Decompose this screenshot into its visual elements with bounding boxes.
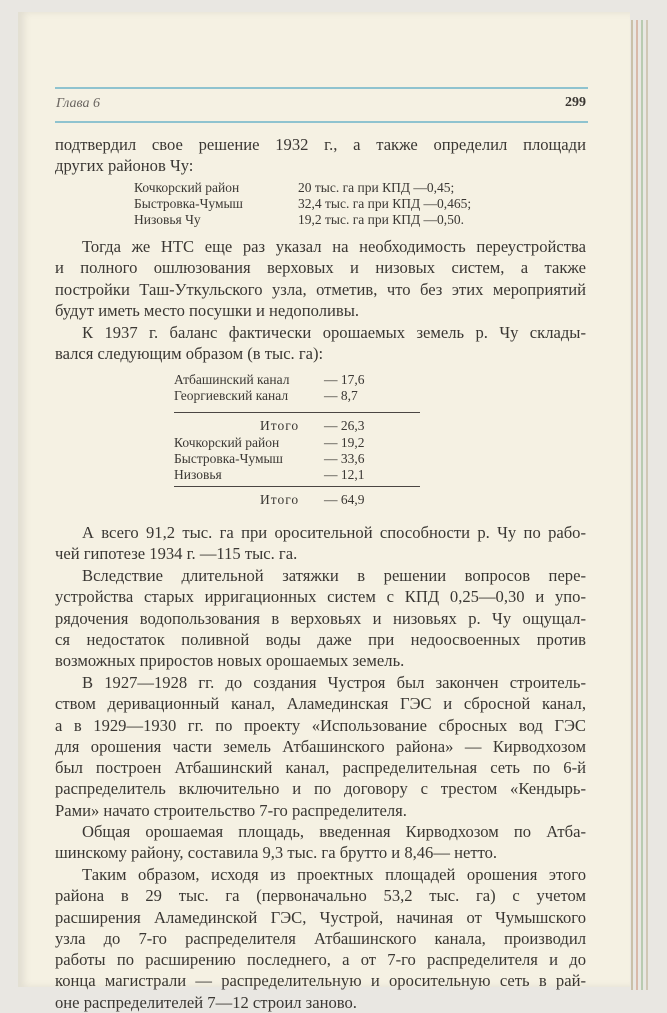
paragraph xyxy=(55,864,586,1013)
row-value: — 8,7 xyxy=(324,388,358,403)
district-table xyxy=(134,180,472,228)
table-row xyxy=(174,451,420,467)
row-label: Атбашинский канал xyxy=(174,372,290,387)
text-line: устройства старых ирригационных систем с КПД 0,25—0,30 и упо- xyxy=(55,587,586,607)
text-line: Вследствие длительной затяжки в решении вопросов пере- xyxy=(82,566,586,585)
text-line: работы по расширению последнего, а от 7-го распределителя и до xyxy=(55,950,586,970)
row-label: Низовья xyxy=(174,467,222,482)
table-row xyxy=(174,388,420,404)
header-bottom-rule xyxy=(55,121,588,123)
row-value: — 17,6 xyxy=(324,372,365,387)
text-line: будут иметь место посушки и недополивы. xyxy=(55,300,359,320)
text-line: расширения Аламединской ГЭС, Чустрой, начиная от Чумышского xyxy=(55,907,586,927)
row-value: — 12,1 xyxy=(324,467,365,482)
running-head-chapter: Глава 6 xyxy=(56,96,100,111)
text-line: Тогда же НТС еще раз указал на необходимость переустройства xyxy=(82,237,586,256)
table-row xyxy=(134,180,455,196)
page-edge xyxy=(646,20,648,990)
row-label: Кочкорский район xyxy=(174,435,280,450)
text-line: ся недостаток поливной воды даже при недоосвоенных против xyxy=(55,629,586,649)
page-edge xyxy=(631,20,633,990)
paragraph xyxy=(55,565,586,671)
text-line: возможных приростов новых орошаемых земель. xyxy=(55,651,405,671)
text-line: для орошения части земель Атбашинского района» — Кирводхозом xyxy=(55,736,586,756)
paragraph xyxy=(55,522,586,565)
table-row xyxy=(134,212,465,228)
text-line: других районов Чу: xyxy=(55,156,194,176)
text-line: К 1937 г. баланс фактически орошаемых земель р. Чу склады- xyxy=(82,323,586,342)
table-rule xyxy=(174,412,420,413)
text-line: оне распределителей 7—12 строил заново. xyxy=(55,992,357,1012)
text-line: а в 1929—1930 гг. по проекту «Использование сбросных вод ГЭС xyxy=(55,715,586,735)
paragraph xyxy=(55,821,586,864)
text-line: вался следующим образом (в тыс. га): xyxy=(55,344,324,364)
page-number: 299 xyxy=(565,95,586,110)
table-row xyxy=(134,196,472,212)
total-row xyxy=(174,418,420,434)
district-value: 20 тыс. га при КПД —0,45; xyxy=(298,180,455,195)
row-value: — 33,6 xyxy=(324,451,365,466)
row-value: — 26,3 xyxy=(324,418,365,433)
row-value: — 19,2 xyxy=(324,435,365,450)
page-edge xyxy=(641,20,643,990)
text-line: конца магистрали — распределительную и оросительную сеть в рай- xyxy=(55,971,586,991)
district-value: 32,4 тыс. га при КПД —0,465; xyxy=(298,196,472,211)
district-name: Быстровка-Чумыш xyxy=(134,196,243,211)
text-line: В 1927—1928 гг. до создания Чустроя был закончен строитель- xyxy=(82,673,586,692)
text-line: ством деривационный канал, Аламединская ГЭС и сбросной канал, xyxy=(55,694,586,714)
table-rule xyxy=(174,486,420,487)
text-line: Общая орошаемая площадь, введенная Кирводхозом по Атба- xyxy=(82,822,586,841)
district-name: Кочкорский район xyxy=(134,180,240,195)
text-line: Рами» начато строительство 7-го распределителя. xyxy=(55,800,407,820)
text-line: А всего 91,2 тыс. га при оросительной способности р. Чу по рабо- xyxy=(82,523,586,542)
page-edge xyxy=(636,20,638,990)
row-label: Быстровка-Чумыш xyxy=(174,451,283,466)
total-row xyxy=(174,492,420,508)
table-row xyxy=(174,467,420,483)
paragraph xyxy=(55,322,586,365)
row-value: — 64,9 xyxy=(324,492,365,507)
paragraph xyxy=(55,236,586,321)
text-line: чей гипотезе 1934 г. —115 тыс. га. xyxy=(55,544,298,564)
text-line: постройки Таш-Уткульского узла, отметив, что без этих мероприятий xyxy=(55,279,586,299)
text-line: узла до 7-го распределителя Атбашинского канала, производил xyxy=(55,928,586,948)
row-label: Итого xyxy=(260,418,300,433)
district-name: Низовья Чу xyxy=(134,212,201,227)
paragraph xyxy=(55,672,586,821)
paragraph xyxy=(55,134,586,177)
text-line: Таким образом, исходя из проектных площадей орошения этого xyxy=(82,865,586,884)
header-top-rule xyxy=(55,87,588,89)
row-label: Георгиевский канал xyxy=(174,388,289,403)
table-row xyxy=(174,435,420,451)
text-line: района в 29 тыс. га (первоначально 53,2 тыс. га) с учетом xyxy=(55,886,586,906)
text-line: распределитель включительно и по договору с трестом «Кендырь- xyxy=(55,779,586,799)
text-line: шинскому району, составила 9,3 тыс. га брутто и 8,46— нетто. xyxy=(55,843,498,863)
text-line: был построен Атбашинский канал, распределительная сеть по 6-й xyxy=(55,758,586,778)
district-value: 19,2 тыс. га при КПД —0,50. xyxy=(298,212,465,227)
row-label: Итого xyxy=(260,492,300,507)
table-row xyxy=(174,372,420,388)
text-line: подтвердил свое решение 1932 г., а также определил площади xyxy=(55,135,586,154)
text-line: рядочения водопользования в верховьях и низовьях р. Чу ощущал- xyxy=(55,608,586,628)
text-line: и полного ошлюзования верховых и низовых систем, а также xyxy=(55,258,586,278)
